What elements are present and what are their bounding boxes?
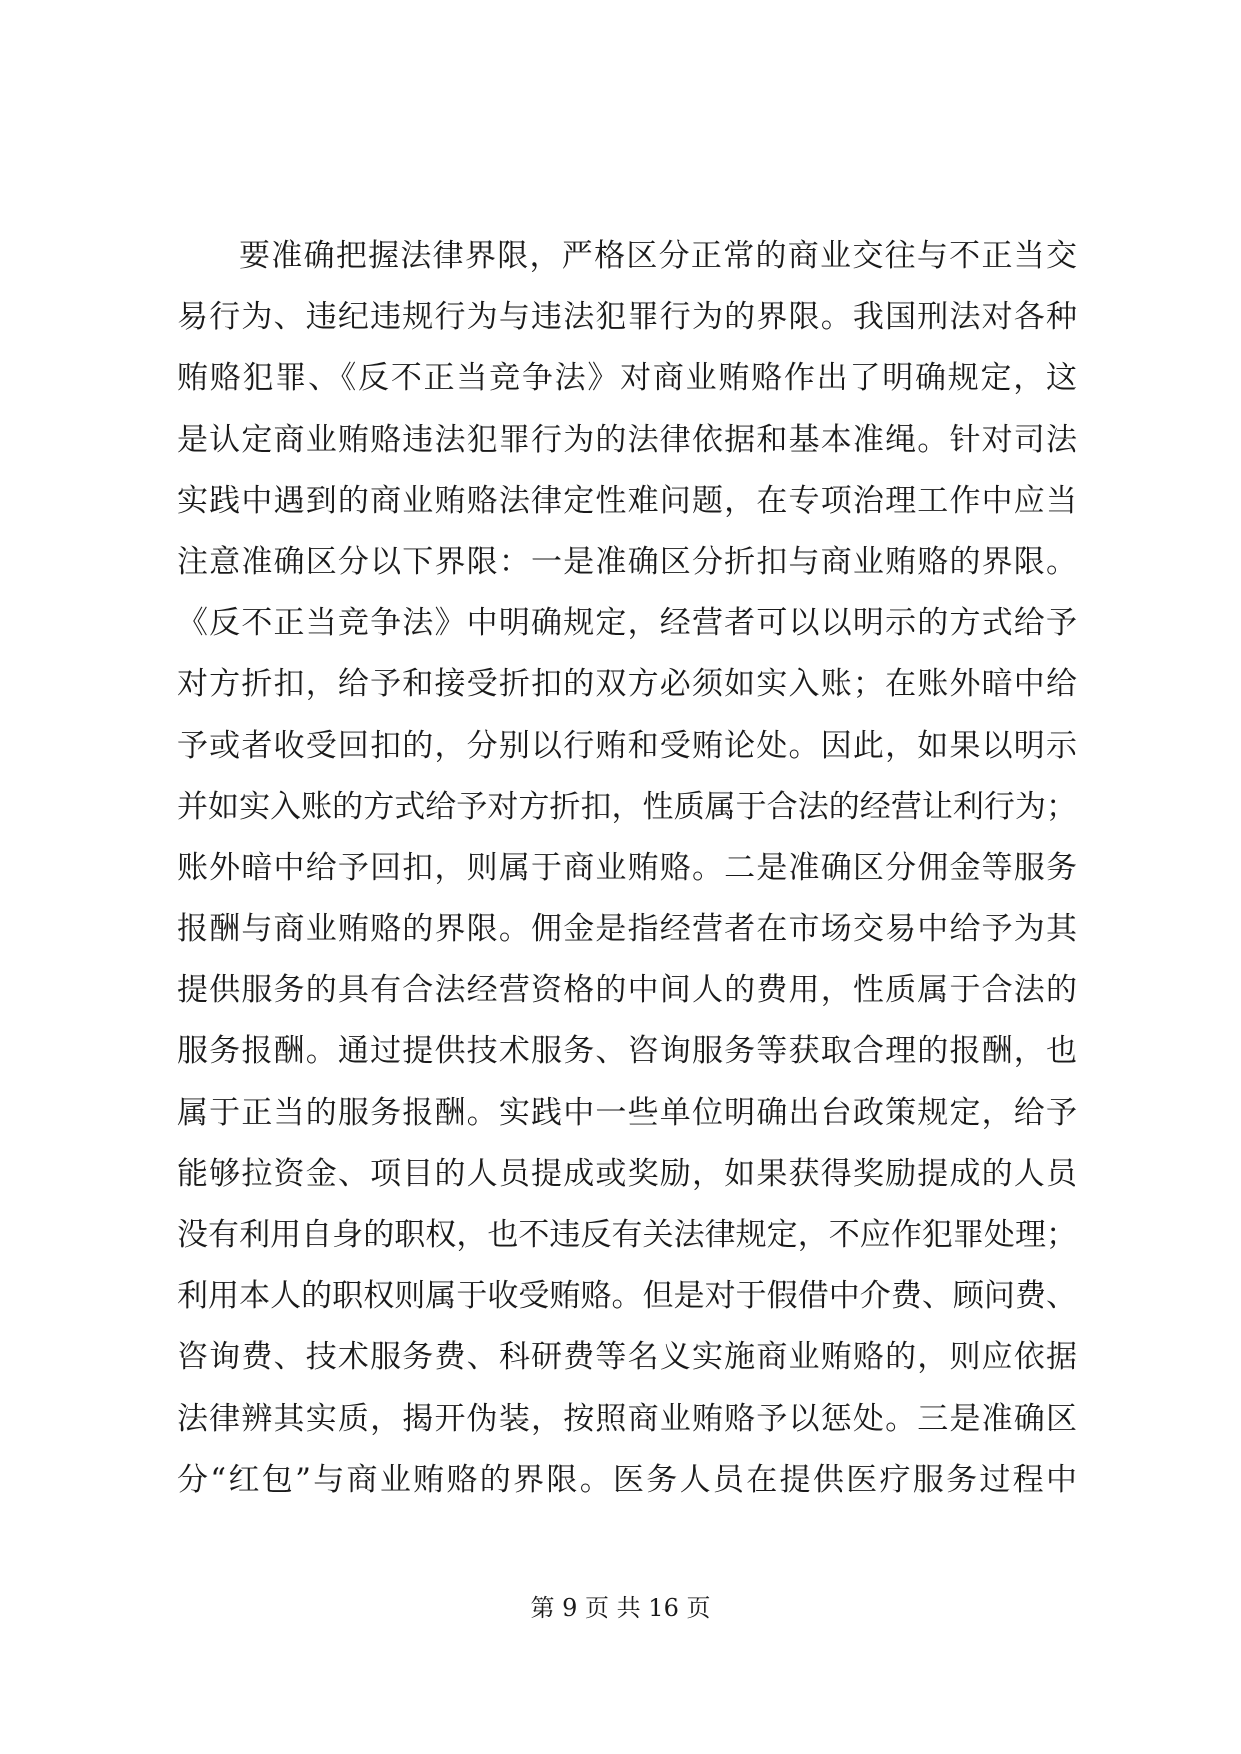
paragraph-line: 易行为、违纪违规行为与违法犯罪行为的界限。我国刑法对各种	[177, 299, 1077, 336]
paragraph-line: 《反不正当竞争法》中明确规定，经营者可以以明示的方式给予	[177, 605, 1077, 642]
paragraph-line: 对方折扣，给予和接受折扣的双方必须如实入账；在账外暗中给	[177, 666, 1077, 703]
body-paragraph	[177, 226, 1077, 1511]
paragraph-line: 分“红包”与商业贿赂的界限。医务人员在提供医疗服务过程中	[177, 1461, 1077, 1498]
paragraph-line: 账外暗中给予回扣，则属于商业贿赂。二是准确区分佣金等服务	[177, 849, 1077, 886]
paragraph-line: 是认定商业贿赂违法犯罪行为的法律依据和基本准绳。针对司法	[177, 421, 1077, 458]
paragraph-line: 予或者收受回扣的，分别以行贿和受贿论处。因此，如果以明示	[177, 727, 1077, 764]
paragraph-line: 利用本人的职权则属于收受贿赂。但是对于假借中介费、顾问费、	[177, 1278, 1077, 1315]
paragraph-line: 并如实入账的方式给予对方折扣，性质属于合法的经营让利行为；	[177, 788, 1077, 825]
paragraph-line: 注意准确区分以下界限：一是准确区分折扣与商业贿赂的界限。	[177, 543, 1077, 580]
paragraph-line: 服务报酬。通过提供技术服务、咨询服务等获取合理的报酬，也	[177, 1033, 1077, 1070]
paragraph-line: 没有利用自身的职权，也不违反有关法律规定，不应作犯罪处理；	[177, 1217, 1077, 1253]
paragraph-line: 实践中遇到的商业贿赂法律定性难问题，在专项治理工作中应当	[177, 482, 1077, 519]
paragraph-line: 要准确把握法律界限，严格区分正常的商业交往与不正当交	[239, 238, 1077, 274]
paragraph-line: 能够拉资金、项目的人员提成或奖励，如果获得奖励提成的人员	[177, 1155, 1077, 1192]
paragraph-line: 报酬与商业贿赂的界限。佣金是指经营者在市场交易中给予为其	[177, 911, 1077, 948]
paragraph-line: 属于正当的服务报酬。实践中一些单位明确出台政策规定，给予	[177, 1094, 1077, 1131]
paragraph-line: 咨询费、技术服务费、科研费等名义实施商业贿赂的，则应依据	[177, 1339, 1077, 1376]
paragraph-line: 提供服务的具有合法经营资格的中间人的费用，性质属于合法的	[177, 972, 1077, 1009]
page-number-footer: 第 9 页 共 16 页	[530, 1594, 711, 1622]
paragraph-line: 贿赂犯罪、《反不正当竞争法》对商业贿赂作出了明确规定，这	[177, 360, 1077, 397]
paragraph-line: 法律辨其实质，揭开伪装，按照商业贿赂予以惩处。三是准确区	[177, 1400, 1077, 1437]
